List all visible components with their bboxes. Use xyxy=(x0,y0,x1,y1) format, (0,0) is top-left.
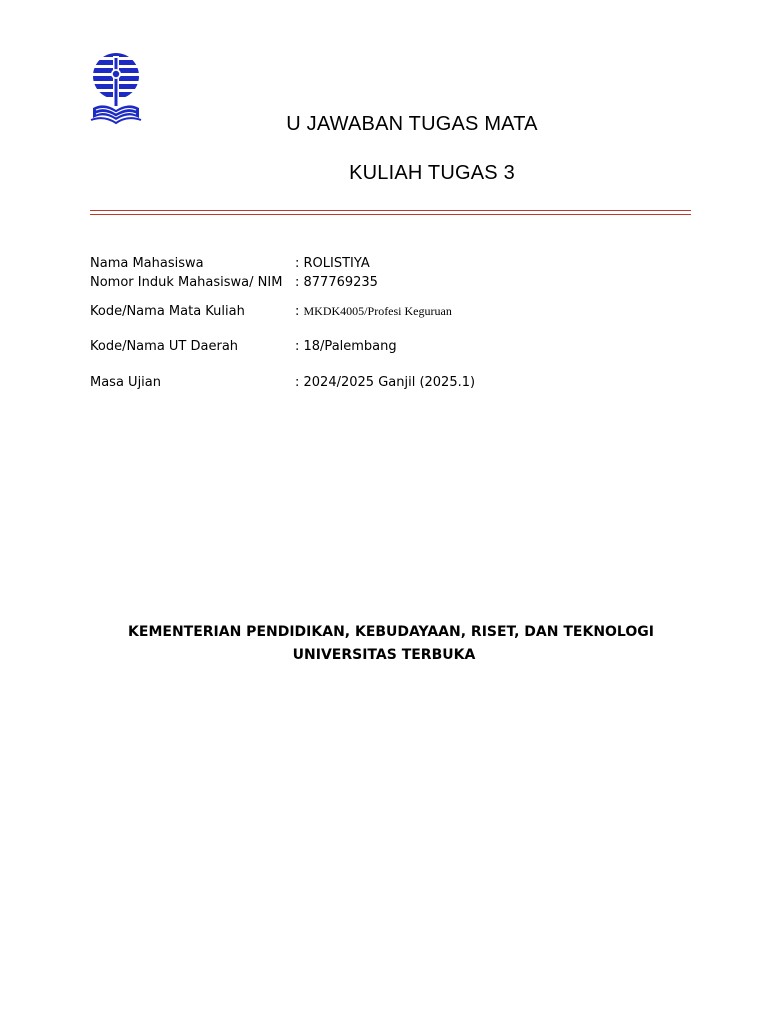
info-value: : 2024/2025 Ganjil (2025.1) xyxy=(295,375,476,390)
university-name: UNIVERSITAS TERBUKA xyxy=(292,647,476,663)
info-value-course: MKDK4005/Profesi Keguruan xyxy=(303,304,452,318)
ministry-name: KEMENTERIAN PENDIDIKAN, KEBUDAYAAN, RISET, DAN TEKNOLOGI xyxy=(128,624,654,640)
document-title-line-2: KULIAH TUGAS 3 xyxy=(349,162,515,184)
info-value-prefix: : xyxy=(295,304,304,319)
info-value: : ROLISTIYA xyxy=(295,256,370,271)
document-title-line-1: U JAWABAN TUGAS MATA xyxy=(286,113,538,135)
info-label: Kode/Nama UT Daerah xyxy=(90,339,239,354)
header-divider-top xyxy=(90,210,691,211)
info-value: : 18/Palembang xyxy=(295,339,397,354)
info-label: Nama Mahasiswa xyxy=(90,256,204,271)
info-value: : 877769235 xyxy=(295,275,378,290)
info-value xyxy=(295,304,452,319)
info-label: Kode/Nama Mata Kuliah xyxy=(90,304,245,319)
header-divider-bottom xyxy=(90,214,691,215)
info-label: Nomor Induk Mahasiswa/ NIM xyxy=(90,275,283,290)
info-label: Masa Ujian xyxy=(90,375,161,390)
